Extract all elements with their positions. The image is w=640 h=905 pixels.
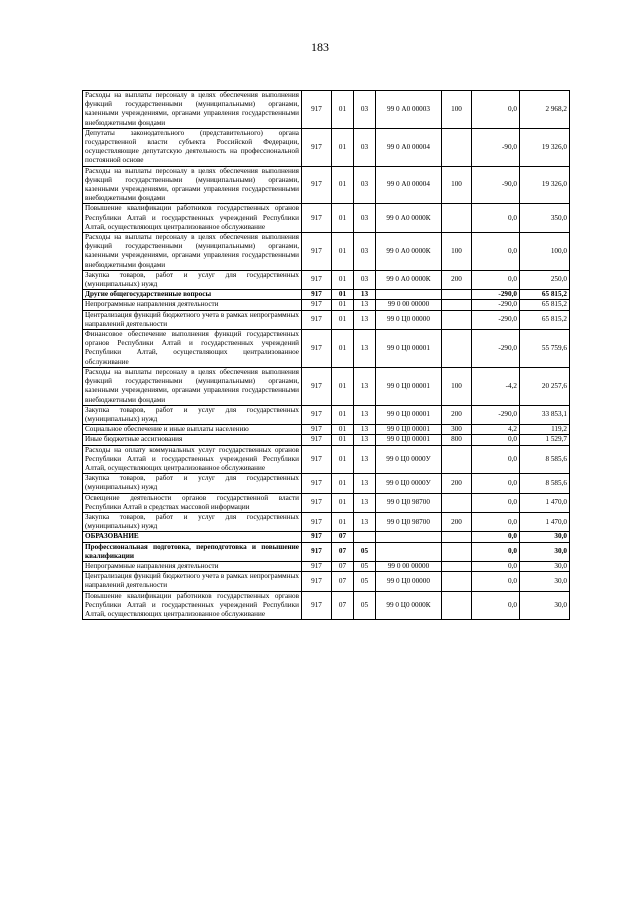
row-grbs-cell: 917 xyxy=(302,445,332,474)
row-target-article-cell: 99 0 Ц0 98700 xyxy=(376,512,442,531)
row-expense-type-cell xyxy=(442,572,472,591)
row-section-cell: 01 xyxy=(332,474,354,493)
row-expense-type-cell xyxy=(442,561,472,571)
row-grbs-cell: 917 xyxy=(302,367,332,405)
row-expense-type-cell: 200 xyxy=(442,405,472,424)
row-subsection-cell: 03 xyxy=(354,128,376,166)
row-change-cell: -290,0 xyxy=(472,405,520,424)
row-total-cell: 1 529,7 xyxy=(520,435,570,445)
row-section-cell: 01 xyxy=(332,166,354,204)
row-name-cell: Централизация функций бюджетного учета в рамках непрограммных направлений деятельности xyxy=(83,310,302,329)
row-grbs-cell: 917 xyxy=(302,512,332,531)
row-expense-type-cell xyxy=(442,445,472,474)
row-target-article-cell: 99 0 Ц0 00000 xyxy=(376,572,442,591)
row-target-article-cell: 99 0 Ц0 00001 xyxy=(376,367,442,405)
row-subsection-cell: 05 xyxy=(354,542,376,561)
row-target-article-cell: 99 0 00 00000 xyxy=(376,561,442,571)
row-name-cell: Депутаты законодательного (представительного) органа государственной власти субъекта Российской Федерации, осуществляющие депутатскую деятельность на профессиональной постоянной основе xyxy=(83,128,302,166)
row-change-cell: -90,0 xyxy=(472,166,520,204)
row-name-cell: Расходы на выплаты персоналу в целях обеспечения выполнения функций государственными (муниципальными) органами, казенными учреждениями, органами управления государственными внебюджетными фондами xyxy=(83,91,302,129)
row-total-cell: 30,0 xyxy=(520,532,570,542)
row-grbs-cell: 917 xyxy=(302,91,332,129)
row-section-cell: 01 xyxy=(332,330,354,368)
row-subsection-cell: 13 xyxy=(354,493,376,512)
row-change-cell: 0,0 xyxy=(472,445,520,474)
row-name-cell: Закупка товаров, работ и услуг для государственных (муниципальных) нужд xyxy=(83,474,302,493)
row-grbs-cell: 917 xyxy=(302,233,332,271)
row-total-cell: 65 815,2 xyxy=(520,290,570,300)
row-expense-type-cell xyxy=(442,204,472,233)
row-grbs-cell: 917 xyxy=(302,532,332,542)
row-total-cell: 65 815,2 xyxy=(520,310,570,329)
row-target-article-cell: 99 0 Ц0 0000К xyxy=(376,591,442,620)
row-expense-type-cell xyxy=(442,542,472,561)
row-expense-type-cell: 200 xyxy=(442,270,472,289)
row-grbs-cell: 917 xyxy=(302,300,332,310)
row-expense-type-cell: 100 xyxy=(442,233,472,271)
row-subsection-cell: 13 xyxy=(354,512,376,531)
table-row xyxy=(83,270,570,289)
row-total-cell: 55 759,6 xyxy=(520,330,570,368)
row-target-article-cell: 99 0 Ц0 00000 xyxy=(376,310,442,329)
row-total-cell: 30,0 xyxy=(520,572,570,591)
row-section-cell: 01 xyxy=(332,445,354,474)
row-subsection-cell: 03 xyxy=(354,233,376,271)
row-target-article-cell: 99 0 А0 00004 xyxy=(376,128,442,166)
row-total-cell: 20 257,6 xyxy=(520,367,570,405)
row-change-cell: -290,0 xyxy=(472,330,520,368)
row-change-cell: 0,0 xyxy=(472,204,520,233)
row-target-article-cell xyxy=(376,542,442,561)
row-section-cell: 07 xyxy=(332,561,354,571)
row-name-cell: Закупка товаров, работ и услуг для государственных (муниципальных) нужд xyxy=(83,405,302,424)
row-subsection-cell: 13 xyxy=(354,367,376,405)
row-section-cell: 01 xyxy=(332,405,354,424)
table-row xyxy=(83,561,570,571)
row-subsection-cell: 05 xyxy=(354,591,376,620)
row-name-cell: ОБРАЗОВАНИЕ xyxy=(83,532,302,542)
row-subsection-cell: 13 xyxy=(354,290,376,300)
row-grbs-cell: 917 xyxy=(302,290,332,300)
row-grbs-cell: 917 xyxy=(302,405,332,424)
row-subsection-cell: 13 xyxy=(354,330,376,368)
row-name-cell: Профессиональная подготовка, переподготовка и повышение квалификации xyxy=(83,542,302,561)
row-subsection-cell: 03 xyxy=(354,270,376,289)
table-row xyxy=(83,572,570,591)
row-expense-type-cell xyxy=(442,310,472,329)
row-grbs-cell: 917 xyxy=(302,591,332,620)
row-section-cell: 01 xyxy=(332,204,354,233)
row-expense-type-cell: 100 xyxy=(442,166,472,204)
row-total-cell: 119,2 xyxy=(520,425,570,435)
row-name-cell: Повышение квалификации работников государственных органов Республики Алтай и государственных учреждений Республики Алтай, осуществляющих централизованное обслуживание xyxy=(83,591,302,620)
row-section-cell: 01 xyxy=(332,435,354,445)
row-name-cell: Расходы на выплаты персоналу в целях обеспечения выполнения функций государственными (муниципальными) органами, казенными учреждениями, органами управления государственными внебюджетными фондами xyxy=(83,233,302,271)
row-change-cell: -290,0 xyxy=(472,310,520,329)
row-section-cell: 07 xyxy=(332,542,354,561)
row-section-cell: 01 xyxy=(332,512,354,531)
row-subsection-cell: 05 xyxy=(354,572,376,591)
row-grbs-cell: 917 xyxy=(302,270,332,289)
row-grbs-cell: 917 xyxy=(302,330,332,368)
table-row xyxy=(83,330,570,368)
table-row xyxy=(83,300,570,310)
table-row xyxy=(83,128,570,166)
row-total-cell: 19 326,0 xyxy=(520,128,570,166)
row-change-cell: 0,0 xyxy=(472,561,520,571)
row-section-cell: 01 xyxy=(332,493,354,512)
row-target-article-cell: 99 0 00 00000 xyxy=(376,300,442,310)
row-target-article-cell: 99 0 А0 0000К xyxy=(376,204,442,233)
row-subsection-cell: 03 xyxy=(354,91,376,129)
row-expense-type-cell xyxy=(442,330,472,368)
row-total-cell: 8 585,6 xyxy=(520,445,570,474)
table-row xyxy=(83,591,570,620)
row-grbs-cell: 917 xyxy=(302,493,332,512)
row-section-cell: 01 xyxy=(332,270,354,289)
table-row xyxy=(83,91,570,129)
row-total-cell: 19 326,0 xyxy=(520,166,570,204)
row-change-cell: 0,0 xyxy=(472,233,520,271)
row-target-article-cell: 99 0 А0 00004 xyxy=(376,166,442,204)
row-target-article-cell: 99 0 Ц0 0000У xyxy=(376,474,442,493)
page-number: 183 xyxy=(311,40,329,54)
row-name-cell: Финансовое обеспечение выполнения функций государственных органов Республики Алтай и государственных учреждений Республики Алтай, осуществляющих централизованное обслуживание xyxy=(83,330,302,368)
row-grbs-cell: 917 xyxy=(302,474,332,493)
row-total-cell: 100,0 xyxy=(520,233,570,271)
row-change-cell: 0,0 xyxy=(472,270,520,289)
row-section-cell: 01 xyxy=(332,310,354,329)
table-row xyxy=(83,204,570,233)
row-total-cell: 350,0 xyxy=(520,204,570,233)
table-row xyxy=(83,425,570,435)
row-subsection-cell: 13 xyxy=(354,310,376,329)
row-grbs-cell: 917 xyxy=(302,204,332,233)
row-section-cell: 07 xyxy=(332,532,354,542)
row-target-article-cell: 99 0 Ц0 00001 xyxy=(376,425,442,435)
row-target-article-cell: 99 0 Ц0 0000У xyxy=(376,445,442,474)
row-target-article-cell: 99 0 Ц0 00001 xyxy=(376,330,442,368)
row-section-cell: 01 xyxy=(332,233,354,271)
row-subsection-cell xyxy=(354,532,376,542)
row-change-cell: 0,0 xyxy=(472,542,520,561)
row-grbs-cell: 917 xyxy=(302,572,332,591)
row-change-cell: 0,0 xyxy=(472,532,520,542)
row-change-cell: 0,0 xyxy=(472,512,520,531)
row-total-cell: 250,0 xyxy=(520,270,570,289)
row-change-cell: 0,0 xyxy=(472,591,520,620)
row-section-cell: 01 xyxy=(332,367,354,405)
table-row xyxy=(83,542,570,561)
row-total-cell: 2 968,2 xyxy=(520,91,570,129)
row-name-cell: Другие общегосударственные вопросы xyxy=(83,290,302,300)
row-grbs-cell: 917 xyxy=(302,542,332,561)
row-grbs-cell: 917 xyxy=(302,310,332,329)
table-row xyxy=(83,532,570,542)
row-name-cell: Централизация функций бюджетного учета в рамках непрограммных направлений деятельности xyxy=(83,572,302,591)
row-total-cell: 8 585,6 xyxy=(520,474,570,493)
row-target-article-cell: 99 0 Ц0 00001 xyxy=(376,405,442,424)
table-row xyxy=(83,445,570,474)
row-subsection-cell: 03 xyxy=(354,204,376,233)
row-name-cell: Закупка товаров, работ и услуг для государственных (муниципальных) нужд xyxy=(83,512,302,531)
row-target-article-cell: 99 0 Ц0 98700 xyxy=(376,493,442,512)
row-change-cell: 0,0 xyxy=(472,435,520,445)
row-target-article-cell: 99 0 А0 0000К xyxy=(376,270,442,289)
row-change-cell: -290,0 xyxy=(472,300,520,310)
table-row xyxy=(83,405,570,424)
row-name-cell: Социальное обеспечение и иные выплаты населению xyxy=(83,425,302,435)
row-total-cell: 65 815,2 xyxy=(520,300,570,310)
row-change-cell: -90,0 xyxy=(472,128,520,166)
row-name-cell: Повышение квалификации работников государственных органов Республики Алтай и государственных учреждений Республики Алтай, осуществляющих централизованное обслуживание xyxy=(83,204,302,233)
budget-table xyxy=(82,90,570,620)
row-change-cell: -4,2 xyxy=(472,367,520,405)
row-expense-type-cell: 100 xyxy=(442,91,472,129)
row-expense-type-cell xyxy=(442,300,472,310)
row-total-cell: 1 470,0 xyxy=(520,512,570,531)
row-target-article-cell xyxy=(376,532,442,542)
row-expense-type-cell: 200 xyxy=(442,512,472,531)
row-section-cell: 07 xyxy=(332,572,354,591)
row-grbs-cell: 917 xyxy=(302,425,332,435)
row-expense-type-cell xyxy=(442,532,472,542)
row-total-cell: 33 853,1 xyxy=(520,405,570,424)
table-row xyxy=(83,367,570,405)
row-section-cell: 01 xyxy=(332,290,354,300)
row-expense-type-cell xyxy=(442,493,472,512)
row-change-cell: 0,0 xyxy=(472,474,520,493)
table-row xyxy=(83,435,570,445)
row-target-article-cell: 99 0 А0 0000К xyxy=(376,233,442,271)
row-subsection-cell: 13 xyxy=(354,445,376,474)
row-subsection-cell: 05 xyxy=(354,561,376,571)
row-grbs-cell: 917 xyxy=(302,128,332,166)
row-name-cell: Расходы на оплату коммунальных услуг государственных органов Республики Алтай и государственных учреждений Республики Алтай, осуществляющих централизованное обслуживание xyxy=(83,445,302,474)
row-section-cell: 07 xyxy=(332,591,354,620)
row-total-cell: 1 470,0 xyxy=(520,493,570,512)
row-expense-type-cell xyxy=(442,591,472,620)
row-name-cell: Расходы на выплаты персоналу в целях обеспечения выполнения функций государственными (муниципальными) органами, казенными учреждениями, органами управления государственными внебюджетными фондами xyxy=(83,166,302,204)
row-subsection-cell: 13 xyxy=(354,474,376,493)
row-name-cell: Непрограммные направления деятельности xyxy=(83,300,302,310)
row-target-article-cell: 99 0 А0 00003 xyxy=(376,91,442,129)
row-subsection-cell: 13 xyxy=(354,300,376,310)
row-total-cell: 30,0 xyxy=(520,561,570,571)
row-expense-type-cell: 800 xyxy=(442,435,472,445)
table-row xyxy=(83,290,570,300)
table-row xyxy=(83,233,570,271)
row-total-cell: 30,0 xyxy=(520,591,570,620)
table-row xyxy=(83,310,570,329)
table-row xyxy=(83,512,570,531)
row-expense-type-cell: 100 xyxy=(442,367,472,405)
row-subsection-cell: 03 xyxy=(354,166,376,204)
row-change-cell: -290,0 xyxy=(472,290,520,300)
row-expense-type-cell xyxy=(442,128,472,166)
row-name-cell: Закупка товаров, работ и услуг для государственных (муниципальных) нужд xyxy=(83,270,302,289)
table-row xyxy=(83,493,570,512)
row-grbs-cell: 917 xyxy=(302,166,332,204)
row-expense-type-cell: 300 xyxy=(442,425,472,435)
row-expense-type-cell xyxy=(442,290,472,300)
table-row xyxy=(83,166,570,204)
table-row xyxy=(83,474,570,493)
row-target-article-cell xyxy=(376,290,442,300)
row-expense-type-cell: 200 xyxy=(442,474,472,493)
row-subsection-cell: 13 xyxy=(354,425,376,435)
row-change-cell: 0,0 xyxy=(472,493,520,512)
row-section-cell: 01 xyxy=(332,128,354,166)
row-grbs-cell: 917 xyxy=(302,435,332,445)
row-section-cell: 01 xyxy=(332,300,354,310)
row-change-cell: 0,0 xyxy=(472,91,520,129)
row-name-cell: Непрограммные направления деятельности xyxy=(83,561,302,571)
row-section-cell: 01 xyxy=(332,91,354,129)
row-name-cell: Иные бюджетные ассигнования xyxy=(83,435,302,445)
row-target-article-cell: 99 0 Ц0 00001 xyxy=(376,435,442,445)
row-grbs-cell: 917 xyxy=(302,561,332,571)
row-subsection-cell: 13 xyxy=(354,435,376,445)
row-section-cell: 01 xyxy=(332,425,354,435)
row-name-cell: Расходы на выплаты персоналу в целях обеспечения выполнения функций государственными (муниципальными) органами, казенными учреждениями, органами управления государственными внебюджетными фондами xyxy=(83,367,302,405)
row-change-cell: 4,2 xyxy=(472,425,520,435)
row-change-cell: 0,0 xyxy=(472,572,520,591)
row-name-cell: Освещение деятельности органов государственной власти Республики Алтай в средствах массовой информации xyxy=(83,493,302,512)
row-total-cell: 30,0 xyxy=(520,542,570,561)
row-subsection-cell: 13 xyxy=(354,405,376,424)
